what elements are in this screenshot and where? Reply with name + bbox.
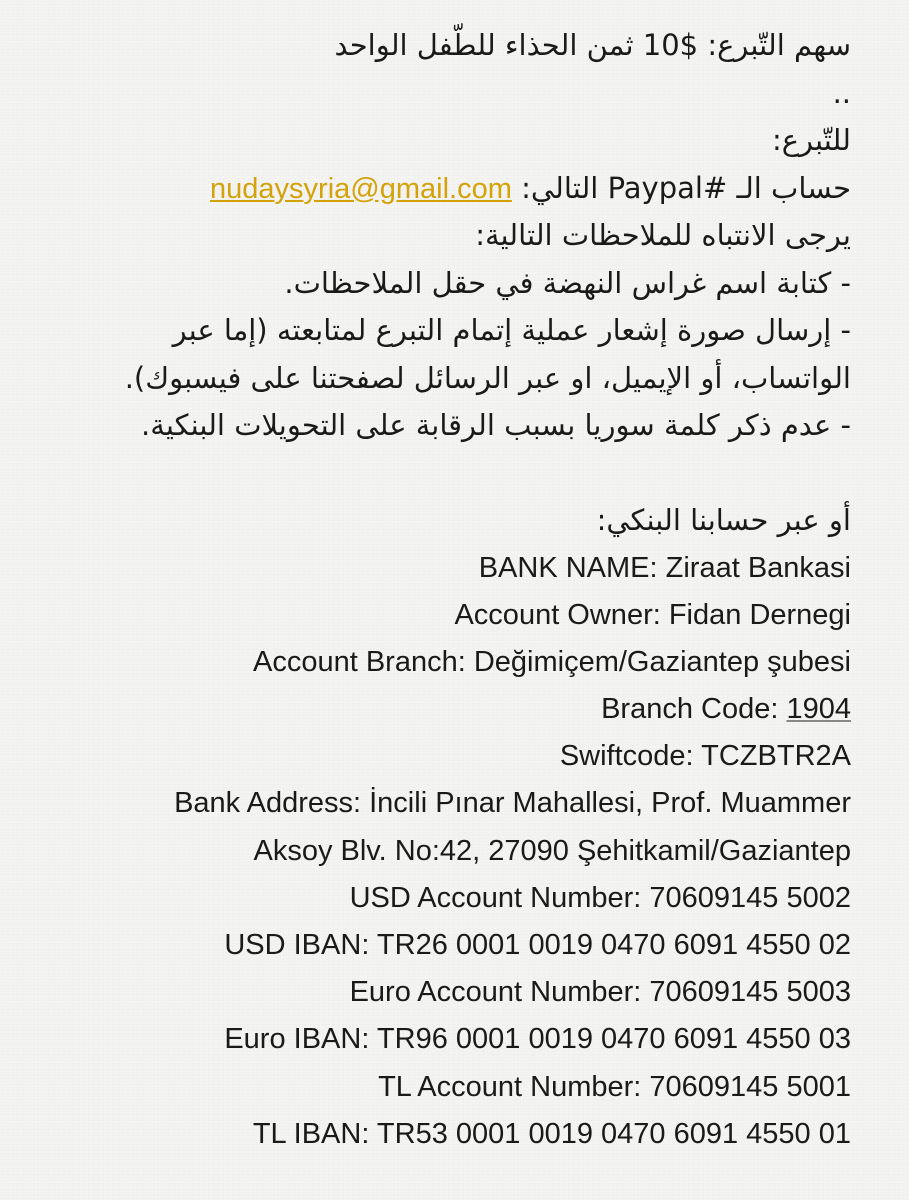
branch-code-value[interactable]: 1904	[786, 693, 851, 726]
tl-iban: TL IBAN: TR53 0001 0019 0470 6091 4550 01	[252, 1117, 851, 1150]
euro-iban: Euro IBAN: TR96 0001 0019 0470 6091 4550 03	[224, 1023, 851, 1056]
paypal-prefix: حساب الـ #Paypal التالي:	[521, 170, 851, 205]
bank-details	[30, 545, 851, 1158]
blank-line	[30, 450, 851, 498]
paypal-line	[30, 165, 851, 213]
note-item-3: - عدم ذكر كلمة سوريا بسبب الرقابة على التحويلات البنكية.	[141, 408, 851, 442]
bank-address-line-1: Bank Address: İncili Pınar Mahallesi, Prof. Muammer	[174, 787, 851, 820]
bank-address-line-2: Aksoy Blv. No:42, 27090 Şehitkamil/Gaziantep	[253, 834, 851, 867]
euro-account-number: Euro Account Number: 70609145 5003	[349, 976, 851, 1009]
note-item-1: - كتابة اسم غراس النهضة في حقل الملاحظات.	[284, 265, 851, 300]
bank-intro: أو عبر حسابنا البنكي:	[596, 503, 851, 537]
account-branch: Account Branch: Değimiçem/Gaziantep şubesi	[252, 645, 851, 678]
tl-account-number: TL Account Number: 70609145 5001	[378, 1070, 851, 1103]
note-body	[30, 22, 851, 1158]
bank-name: BANK NAME: Ziraat Bankasi	[478, 551, 851, 584]
note-item-2-part-1: - إرسال صورة إشعار عملية إتمام التبرع لمتابعته (إما عبر	[172, 313, 851, 347]
branch-code-label: Branch Code:	[601, 693, 787, 726]
paypal-email-link[interactable]: nudaysyria@gmail.com	[210, 172, 512, 205]
donate-heading: للتّبرع:	[771, 123, 851, 157]
ellipsis-line: ..	[832, 75, 851, 110]
account-owner: Account Owner: Fidan Dernegi	[454, 598, 851, 631]
usd-iban: USD IBAN: TR26 0001 0019 0470 6091 4550 02	[224, 929, 851, 961]
branch-code	[30, 686, 851, 733]
note-item-2-part-2: الواتساب، أو الإيميل، او عبر الرسائل لصفحتنا على فيسبوك).	[124, 360, 851, 395]
usd-account-number: USD Account Number: 70609145 5002	[349, 881, 851, 914]
swift-code: Swiftcode: TCZBTR2A	[559, 740, 851, 773]
notes-heading: يرجى الانتباه للملاحظات التالية:	[475, 218, 851, 252]
donation-share-line: سهم التّبرع: $10 ثمن الحذاء للطّفل الواحد	[334, 28, 851, 62]
